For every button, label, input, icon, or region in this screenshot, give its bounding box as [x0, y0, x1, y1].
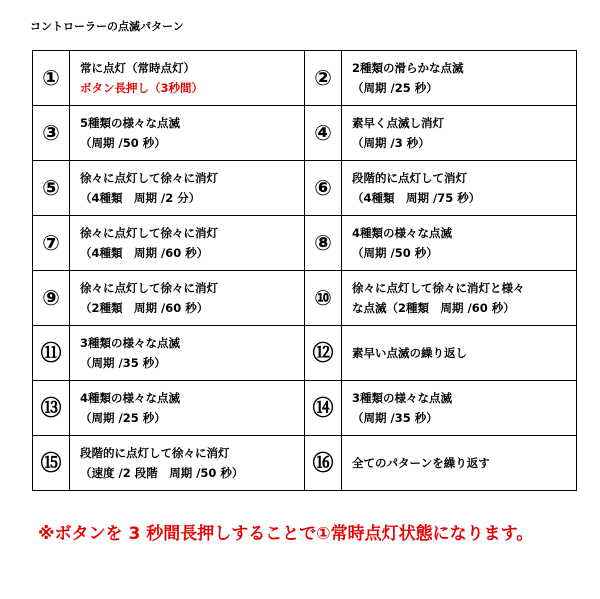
pattern-number: ⑫ [305, 326, 342, 381]
pattern-line: （周期 /35 秒） [80, 356, 166, 370]
pattern-line: 5種類の様々な点滅 [80, 116, 181, 130]
pattern-number: ⑭ [305, 381, 342, 436]
pattern-description [342, 161, 577, 216]
pattern-description [342, 381, 577, 436]
pattern-description [70, 161, 305, 216]
pattern-line: 4種類の様々な点滅 [352, 226, 453, 240]
pattern-number: ⑥ [305, 161, 342, 216]
pattern-line: （速度 /2 段階 周期 /50 秒） [80, 466, 244, 480]
pattern-number: ⑨ [33, 271, 70, 326]
pattern-description [70, 216, 305, 271]
pattern-number: ⑦ [33, 216, 70, 271]
pattern-line: （周期 /25 秒） [352, 81, 438, 95]
pattern-description [70, 106, 305, 161]
pattern-line: （4種類 周期 /60 秒） [80, 246, 209, 260]
pattern-description [70, 51, 305, 106]
pattern-description [342, 436, 577, 491]
pattern-line: （周期 /50 秒） [80, 136, 166, 150]
pattern-number: ① [33, 51, 70, 106]
pattern-line: 4種類の様々な点滅 [80, 391, 181, 405]
table-row [33, 106, 577, 161]
long-press-note: ※ボタンを 3 秒間長押しすることで①常時点灯状態になります。 [38, 524, 534, 544]
pattern-description [342, 216, 577, 271]
pattern-table [32, 50, 577, 491]
pattern-number: ③ [33, 106, 70, 161]
pattern-description [342, 271, 577, 326]
pattern-number: ⑤ [33, 161, 70, 216]
pattern-line: 常に点灯（常時点灯） [80, 61, 195, 75]
pattern-line: 2種類の滑らかな点滅 [352, 61, 464, 75]
pattern-line: 徐々に点灯して徐々に消灯 [80, 226, 218, 240]
table-row [33, 381, 577, 436]
pattern-number: ④ [305, 106, 342, 161]
pattern-number: ⑧ [305, 216, 342, 271]
pattern-line: （周期 /50 秒） [352, 246, 438, 260]
pattern-line: 3種類の様々な点滅 [80, 336, 181, 350]
pattern-line: 徐々に点灯して徐々に消灯 [80, 171, 218, 185]
pattern-line: 段階的に点灯して徐々に消灯 [80, 446, 230, 460]
pattern-number: ⑩ [305, 271, 342, 326]
table-row [33, 161, 577, 216]
pattern-line: 素早い点滅の繰り返し [352, 346, 467, 360]
pattern-number: ⑬ [33, 381, 70, 436]
pattern-description [342, 51, 577, 106]
pattern-number: ⑮ [33, 436, 70, 491]
pattern-number: ⑪ [33, 326, 70, 381]
table-row [33, 216, 577, 271]
pattern-line: （周期 /25 秒） [80, 411, 166, 425]
pattern-line: 3種類の様々な点滅 [352, 391, 453, 405]
pattern-description [342, 326, 577, 381]
pattern-line: （4種類 周期 /2 分） [80, 191, 201, 205]
pattern-description [70, 271, 305, 326]
pattern-description [70, 326, 305, 381]
pattern-description [70, 436, 305, 491]
pattern-line: （周期 /3 秒） [352, 136, 430, 150]
pattern-line: な点滅（2種類 周期 /60 秒） [352, 301, 515, 315]
pattern-line-highlight: ボタン長押し（3秒間） [80, 81, 204, 95]
pattern-number: ⑯ [305, 436, 342, 491]
pattern-number: ② [305, 51, 342, 106]
table-row [33, 51, 577, 106]
pattern-line: 全てのパターンを繰り返す [352, 456, 490, 470]
table-row [33, 326, 577, 381]
table-row [33, 271, 577, 326]
table-row [33, 436, 577, 491]
page-title: コントローラーの点滅パターン [30, 20, 184, 33]
pattern-description [70, 381, 305, 436]
pattern-line: （周期 /35 秒） [352, 411, 438, 425]
pattern-line: 徐々に点灯して徐々に消灯と様々 [352, 281, 525, 295]
pattern-description [342, 106, 577, 161]
pattern-line: 段階的に点灯して消灯 [352, 171, 467, 185]
pattern-line: 素早く点滅し消灯 [352, 116, 444, 130]
pattern-line: 徐々に点灯して徐々に消灯 [80, 281, 218, 295]
pattern-line: （2種類 周期 /60 秒） [80, 301, 209, 315]
pattern-line: （4種類 周期 /75 秒） [352, 191, 481, 205]
